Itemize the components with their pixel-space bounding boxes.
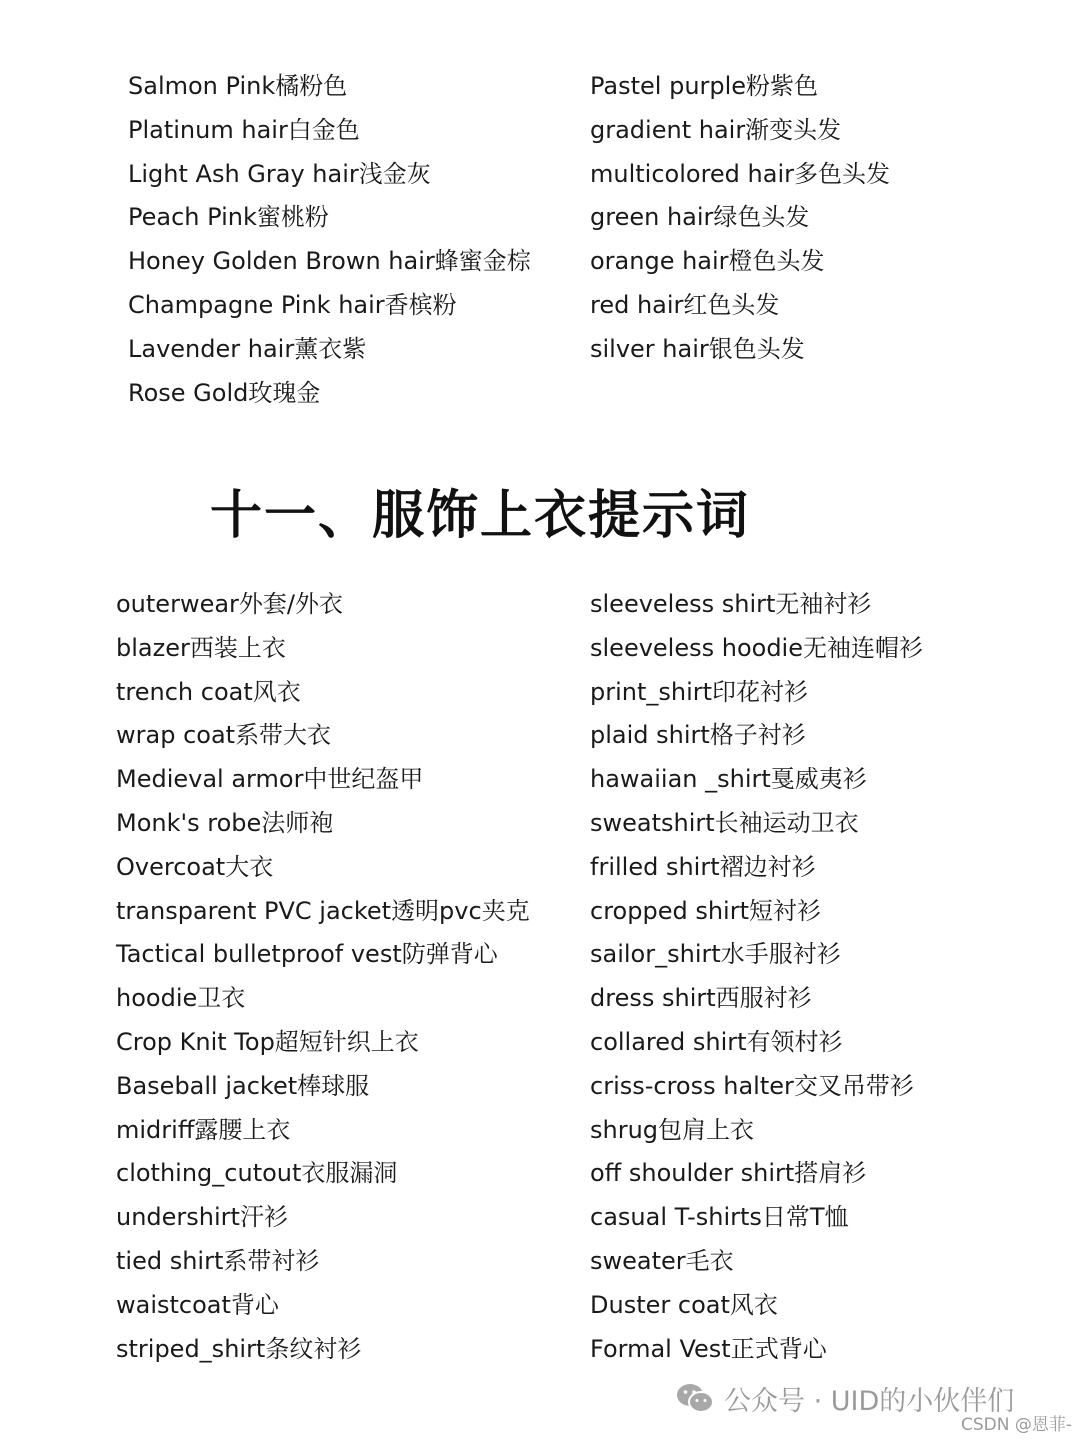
tops-list-right bbox=[590, 583, 923, 1371]
tops-item: clothing_cutout衣服漏洞 bbox=[116, 1159, 398, 1188]
hair-color-item: Rose Gold玫瑰金 bbox=[128, 378, 321, 407]
tops-item: Crop Knit Top超短针织上衣 bbox=[116, 1027, 419, 1056]
tops-item: print_shirt印花衬衫 bbox=[590, 677, 809, 706]
hair-color-item: orange hair橙色头发 bbox=[590, 247, 825, 276]
tops-item: blazer西装上衣 bbox=[116, 633, 286, 662]
tops-item: sleeveless hoodie无袖连帽衫 bbox=[590, 633, 923, 662]
tops-item: collared shirt有领村衫 bbox=[590, 1027, 843, 1056]
tops-item: midriff露腰上衣 bbox=[116, 1115, 291, 1144]
tops-item: frilled shirt褶边衬衫 bbox=[590, 852, 816, 881]
tops-item: sweatshirt长袖运动卫衣 bbox=[590, 808, 859, 837]
tops-item: undershirt汗衫 bbox=[116, 1203, 288, 1232]
tops-item: off shoulder shirt搭肩衫 bbox=[590, 1159, 867, 1188]
tops-item: waistcoat背心 bbox=[116, 1290, 279, 1319]
tops-item: shrug包肩上衣 bbox=[590, 1115, 755, 1144]
tops-item: Overcoat大衣 bbox=[116, 852, 274, 881]
tops-item: striped_shirt条纹衬衫 bbox=[116, 1334, 362, 1363]
tops-item: outerwear外套/外衣 bbox=[116, 590, 343, 618]
watermark-text: 公众号 · UID的小伙伴们 bbox=[724, 1385, 1015, 1417]
tops-item: cropped shirt短衬衫 bbox=[590, 896, 821, 925]
hair-color-item: Salmon Pink橘粉色 bbox=[128, 72, 348, 100]
tops-item: Medieval armor中世纪盔甲 bbox=[116, 765, 424, 794]
tops-item: Baseball jacket棒球服 bbox=[116, 1071, 370, 1100]
tops-item: sleeveless shirt无袖衬衫 bbox=[590, 590, 872, 618]
hair-color-item: Pastel purple粉紫色 bbox=[590, 72, 819, 100]
hair-color-item: Lavender hair薰衣紫 bbox=[128, 334, 367, 363]
tops-item: plaid shirt格子衬衫 bbox=[590, 721, 806, 750]
section-title: 十一、服饰上衣提示词 bbox=[210, 486, 751, 546]
tops-item: hoodie卫衣 bbox=[116, 984, 246, 1013]
tops-item: Monk's robe法师袍 bbox=[116, 808, 334, 837]
tops-item: Tactical bulletproof vest防弹背心 bbox=[116, 940, 498, 969]
tops-item: hawaiian _shirt戛威夷衫 bbox=[590, 765, 867, 794]
tops-list-left bbox=[116, 583, 530, 1371]
tops-item: wrap coat系带大衣 bbox=[116, 721, 332, 750]
wechat-icon bbox=[676, 1382, 714, 1414]
tops-item: casual T-shirts日常T恤 bbox=[590, 1203, 849, 1232]
csdn-watermark: CSDN @恩菲- bbox=[960, 1415, 1072, 1435]
tops-item: transparent PVC jacket透明pvc夹克 bbox=[116, 896, 530, 925]
tops-item: Duster coat风衣 bbox=[590, 1290, 778, 1319]
hair-color-item: gradient hair渐变头发 bbox=[590, 115, 842, 144]
hair-color-item: silver hair银色头发 bbox=[590, 334, 805, 363]
hair-color-list-left bbox=[128, 65, 531, 415]
tops-item: trench coat风衣 bbox=[116, 677, 301, 706]
hair-color-list-right bbox=[590, 65, 890, 372]
tops-item: sweater毛衣 bbox=[590, 1246, 734, 1275]
tops-item: Formal Vest正式背心 bbox=[590, 1334, 827, 1363]
hair-color-item: Platinum hair白金色 bbox=[128, 115, 360, 144]
tops-item: dress shirt西服衬衫 bbox=[590, 984, 812, 1013]
hair-color-item: Peach Pink蜜桃粉 bbox=[128, 203, 329, 232]
hair-color-item: Champagne Pink hair香槟粉 bbox=[128, 290, 457, 319]
hair-color-item: green hair绿色头发 bbox=[590, 203, 810, 232]
tops-item: criss-cross halter交叉吊带衫 bbox=[590, 1071, 914, 1100]
tops-item: tied shirt系带衬衫 bbox=[116, 1246, 320, 1275]
hair-color-item: red hair红色头发 bbox=[590, 290, 780, 319]
hair-color-item: Light Ash Gray hair浅金灰 bbox=[128, 159, 431, 188]
hair-color-item: Honey Golden Brown hair蜂蜜金棕 bbox=[128, 247, 531, 276]
hair-color-item: multicolored hair多色头发 bbox=[590, 159, 890, 188]
tops-item: sailor_shirt水手服衬衫 bbox=[590, 940, 841, 969]
